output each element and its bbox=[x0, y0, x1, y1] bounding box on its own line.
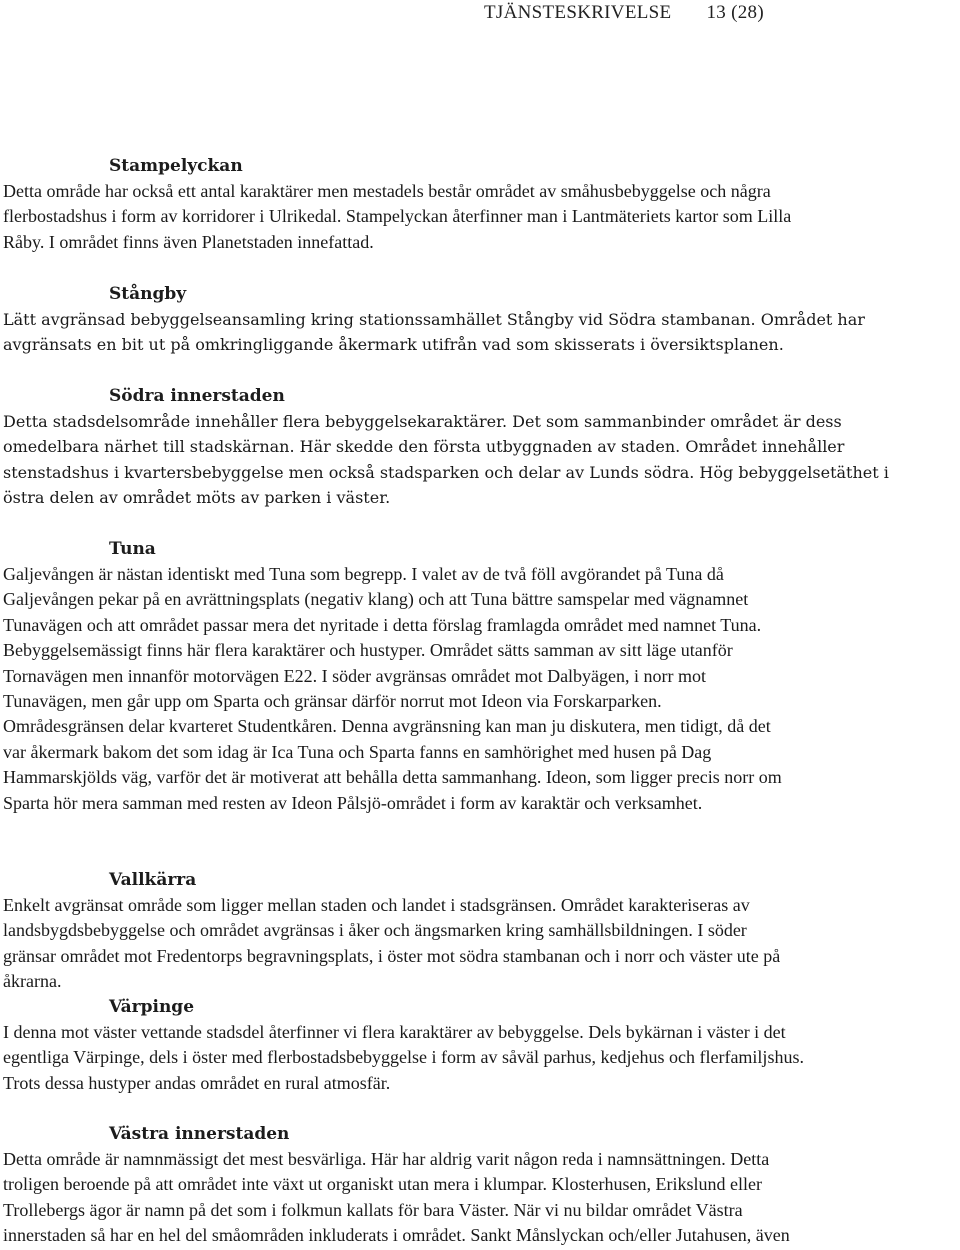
body-line: troligen beroende på att området inte växt ut organiskt utan mera i klumpar. Klosterhusen, Erikslund eller bbox=[3, 1174, 762, 1195]
section-sodra-innerstaden bbox=[3, 384, 957, 511]
body-line: landsbygdsbebyggelse och området avgränsas i åker och ängsmarken kring samhällsbildningen. I söder bbox=[3, 920, 747, 941]
section-title: Tuna bbox=[109, 539, 156, 559]
body-line: Trots dessa hustyper andas området en rural atmosfär. bbox=[3, 1072, 391, 1093]
section-title: Västra innerstaden bbox=[109, 1124, 290, 1144]
section-tuna bbox=[3, 537, 957, 816]
body-line: Galjevången pekar på en avrättningsplats (negativ klang) och att Tuna bättre samspelar med vägnamnet bbox=[3, 589, 749, 610]
section-title: Södra innerstaden bbox=[109, 386, 285, 406]
body-line: Detta område är namnmässigt det mest besvärliga. Här har aldrig varit någon reda i namnsättningen. Detta bbox=[3, 1149, 770, 1169]
body-line: I denna mot väster vettande stadsdel återfinner vi flera karaktärer av bebyggelse. Dels bykärnan i väster i det bbox=[3, 1022, 786, 1042]
section-title: Värpinge bbox=[109, 997, 195, 1017]
page-number: 13 (28) bbox=[706, 2, 764, 23]
section-title: Stampelyckan bbox=[109, 156, 243, 176]
section-body bbox=[3, 893, 957, 995]
body-line: Detta stadsdelsområde innehåller flera bebyggelsekaraktärer. Det som sammanbinder området är dess bbox=[3, 412, 842, 431]
section-body bbox=[3, 562, 957, 816]
body-line: flerbostadshus i form av korridorer i Ulrikedal. Stampelyckan återfinner man i Lantmäteriets kartor som Lilla bbox=[3, 206, 792, 227]
body-line: Områdesgränsen delar kvarteret Studentkåren. Denna avgränsning kan man ju diskutera, men tidigt, då det bbox=[3, 716, 771, 737]
body-line: Tunavägen, men går upp om Sparta och gränsar därför norrut mot Ideon via Forskarparken. bbox=[3, 691, 662, 712]
section-stangby bbox=[3, 282, 957, 358]
body-line: östra delen av området möts av parken i väster. bbox=[3, 488, 391, 508]
section-body bbox=[3, 409, 957, 511]
section-body bbox=[3, 179, 957, 255]
section-title: Vallkärra bbox=[109, 870, 197, 890]
body-line: innerstaden så har en hel del småområden inkluderats i området. Sankt Månslyckan och/eller Jutahusen, även bbox=[3, 1225, 790, 1246]
body-line: Tornavägen men innanför motorvägen E22. I söder avgränsas området mot Dalbyägen, i norr mot bbox=[3, 665, 707, 686]
section-varpinge bbox=[3, 995, 957, 1096]
body-line: Trollebergs ägor är namn på det som i folkmun kallats för bara Väster. När vi nu bildar området Västra bbox=[3, 1199, 743, 1220]
section-vallkarra bbox=[3, 868, 957, 995]
body-line: åkrarna. bbox=[3, 971, 62, 992]
body-line: Tunavägen och att området passar mera det nyritade i detta förslag framlagda området med namnet Tuna. bbox=[3, 614, 762, 635]
body-line: gränsar området mot Fredentorps begravningsplats, i öster mot södra stambanan och i norr och väster ute på bbox=[3, 945, 781, 966]
body-line: stenstadshus i kvartersbebyggelse men också stadsparken och delar av Lunds södra. Hög bebyggelsetäthet i bbox=[3, 462, 889, 482]
body-line: Hammarskjölds väg, varför det är motiverat att behålla detta sammanhang. Ideon, som ligger precis norr om bbox=[3, 767, 782, 788]
body-line: Galjevången är nästan identiskt med Tuna som begrepp. I valet av de två föll avgörandet på Tuna då bbox=[3, 564, 724, 584]
body-line: Råby. I området finns även Planetstaden innefattad. bbox=[3, 231, 374, 252]
section-body bbox=[3, 1147, 957, 1249]
body-line: Bebyggelsemässigt finns här flera karaktärer och hustyper. Området sätts samman av sitt läge utanför bbox=[3, 640, 733, 661]
section-body bbox=[3, 1020, 957, 1096]
section-vastra-innerstaden bbox=[3, 1122, 957, 1249]
body-line: avgränsats en bit ut på omkringliggande åkermark utifrån vad som skisserats i översiktsplanen. bbox=[3, 335, 784, 355]
body-line: var åkermark bakom det som idag är Ica Tuna och Sparta fanns en samhörighet med husen på Dag bbox=[3, 741, 712, 762]
body-line: omedelbara närhet till stadskärnan. Här skedde den första utbyggnaden av staden. Området innehåller bbox=[3, 437, 845, 457]
section-stampelyckan bbox=[3, 154, 957, 255]
page-header bbox=[484, 0, 764, 26]
body-line: Detta område har också ett antal karaktärer men mestadels består området av småhusbebyggelse och några bbox=[3, 181, 771, 201]
section-title: Stångby bbox=[109, 284, 187, 304]
document-type: TJÄNSTESKRIVELSE bbox=[484, 2, 672, 23]
body-line: Sparta hör mera samman med resten av Ideon Pålsjö-området i form av karaktär och verksamhet. bbox=[3, 792, 703, 813]
body-line: Enkelt avgränsat område som ligger mellan staden och landet i stadsgränsen. Området karakteriseras av bbox=[3, 895, 750, 915]
body-line: egentliga Värpinge, dels i öster med flerbostadsbebyggelse i form av såväl parhus, kedjehus och flerfamiljshus. bbox=[3, 1047, 804, 1068]
body-line: Lätt avgränsad bebyggelseansamling kring stationssamhället Stångby vid Södra stambanan. Området har bbox=[3, 310, 865, 329]
section-body bbox=[3, 307, 957, 358]
